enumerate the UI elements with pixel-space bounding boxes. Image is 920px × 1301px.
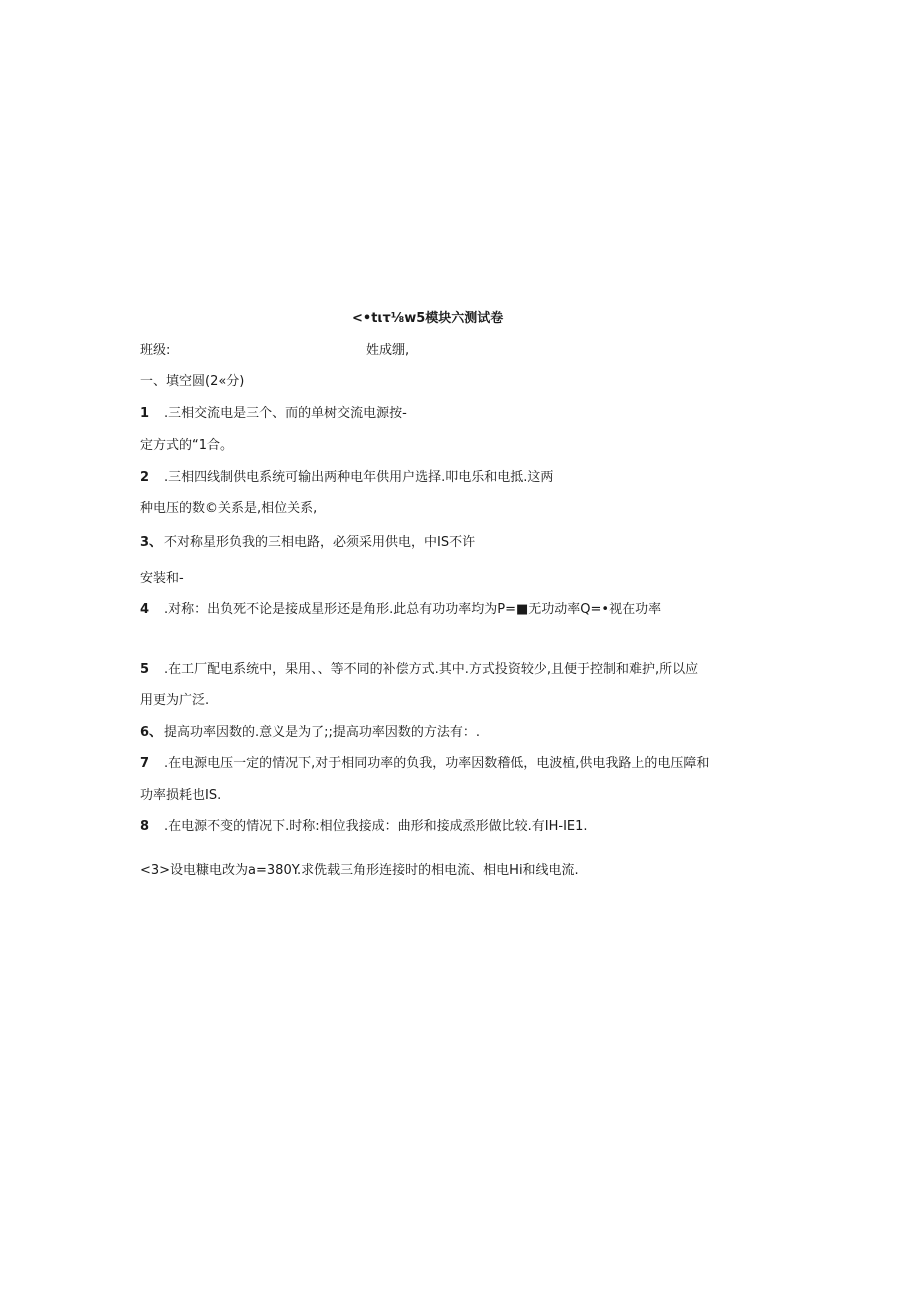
question-text: .三相交流电是三个、而的单树交流电源按- — [164, 406, 407, 421]
question-text: 提高功率因数的.意义是为了;;提高功率因数的方法有：. — [164, 725, 481, 740]
question-5-line-2: 用更为广泛. — [140, 693, 210, 708]
class-label: 班级: — [140, 343, 171, 358]
question-text: .在电源电压一定的情况下,对于相同功率的负我，功率因数稽低，电波植,供电我路上的电压障和 — [164, 756, 710, 771]
question-3-line-2: 安装和- — [140, 571, 184, 586]
question-7-line-1 — [140, 755, 709, 773]
question-text: .对称：出负死不论是接成星形还是角形.此总有功功率均为P=■无功动率Q=•视在功率 — [164, 602, 662, 617]
page-title: <•tιτ⅛w5模块六测试卷 — [352, 311, 504, 326]
question-3-line-1 — [140, 534, 475, 552]
question-4-line-1 — [140, 601, 661, 619]
question-2-line-1 — [140, 469, 553, 487]
question-1-line-1 — [140, 405, 407, 423]
problem-statement: <3>设电糠电改为a=380Y.求侁载三角形连接时的相电流、相电Hi和线电流. — [140, 863, 579, 878]
question-7-line-2: 功率损耗也IS. — [140, 788, 222, 803]
section-heading: 一、填空圆(2«分) — [140, 374, 245, 389]
question-6-line-1 — [140, 724, 480, 742]
question-number: 4 — [140, 602, 150, 617]
question-text: .三相四线制供电系统可输出两种电年供用户选择.叩电乐和电抵.这两 — [164, 470, 554, 485]
question-text: .在工厂配电系统中，果用、、等不同的补偿方式.其中.方式投资较少,且便于控制和难护,所以应 — [164, 662, 699, 677]
question-1-line-2: 定方式的“1合。 — [140, 438, 234, 453]
name-label: 姓成绷, — [366, 343, 410, 358]
question-2-line-2: 种电压的数©关系是,相位关系, — [140, 501, 318, 516]
question-number: 2 — [140, 470, 150, 485]
question-number: 1 — [140, 406, 150, 421]
question-text: .在电源不变的情况下.时称:相位我接成：曲形和接成烝形做比较.有IH-IE1. — [164, 819, 588, 834]
question-number: 3、 — [140, 535, 163, 550]
question-text: 不对称星形负我的三相电路，必须采用供电，中IS不许 — [164, 535, 476, 550]
question-number: 6、 — [140, 725, 163, 740]
question-number: 5 — [140, 662, 150, 677]
question-5-line-1 — [140, 661, 698, 679]
question-number: 7 — [140, 756, 150, 771]
question-8-line-1 — [140, 818, 588, 836]
question-number: 8 — [140, 819, 150, 834]
